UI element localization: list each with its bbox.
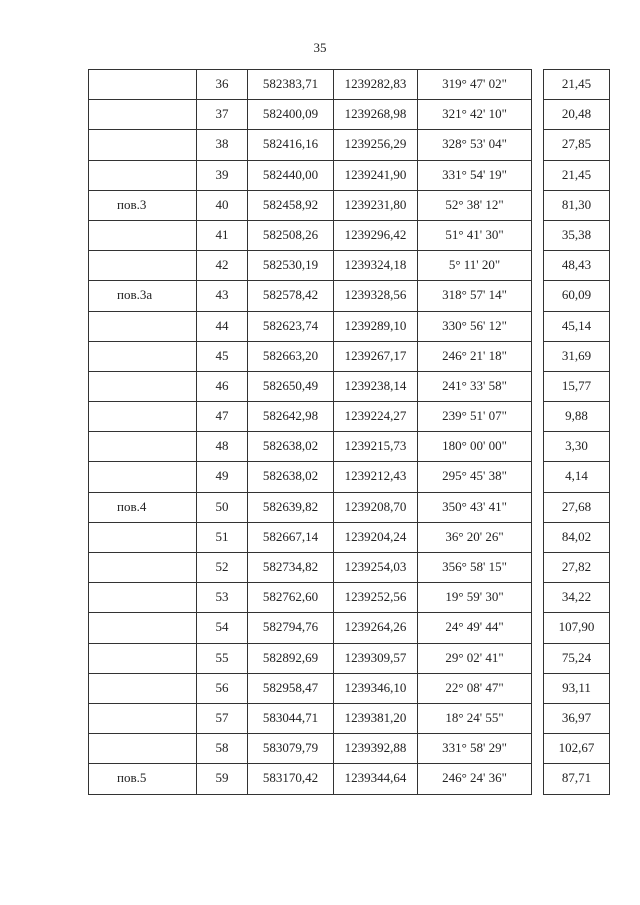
direction-angle-cell: 52° 38' 12" <box>418 190 532 220</box>
spacer-cell <box>532 734 544 764</box>
distance-cell: 21,45 <box>544 160 610 190</box>
distance-cell: 36,97 <box>544 703 610 733</box>
x-coordinate-cell: 582667,14 <box>248 522 334 552</box>
point-number-cell: 36 <box>197 70 248 100</box>
table-row <box>89 70 610 100</box>
y-coordinate-cell: 1239381,20 <box>334 703 418 733</box>
turn-label-cell <box>89 402 197 432</box>
table-row <box>89 251 610 281</box>
y-coordinate-cell: 1239328,56 <box>334 281 418 311</box>
x-coordinate-cell: 582508,26 <box>248 220 334 250</box>
direction-angle-cell: 328° 53' 04" <box>418 130 532 160</box>
direction-angle-cell: 246° 24' 36" <box>418 764 532 794</box>
x-coordinate-cell: 582639,82 <box>248 492 334 522</box>
direction-angle-cell: 319° 47' 02" <box>418 70 532 100</box>
x-coordinate-cell: 582663,20 <box>248 341 334 371</box>
spacer-cell <box>532 220 544 250</box>
spacer-cell <box>532 281 544 311</box>
y-coordinate-cell: 1239208,70 <box>334 492 418 522</box>
x-coordinate-cell: 582458,92 <box>248 190 334 220</box>
y-coordinate-cell: 1239309,57 <box>334 643 418 673</box>
table-row <box>89 100 610 130</box>
turn-label-cell <box>89 160 197 190</box>
direction-angle-cell: 321° 42' 10" <box>418 100 532 130</box>
spacer-cell <box>532 492 544 522</box>
spacer-cell <box>532 251 544 281</box>
y-coordinate-cell: 1239282,83 <box>334 70 418 100</box>
y-coordinate-cell: 1239267,17 <box>334 341 418 371</box>
point-number-cell: 45 <box>197 341 248 371</box>
distance-cell: 4,14 <box>544 462 610 492</box>
distance-cell: 21,45 <box>544 70 610 100</box>
turn-label-cell <box>89 251 197 281</box>
point-number-cell: 54 <box>197 613 248 643</box>
point-number-cell: 57 <box>197 703 248 733</box>
point-number-cell: 43 <box>197 281 248 311</box>
turn-label-cell <box>89 371 197 401</box>
y-coordinate-cell: 1239344,64 <box>334 764 418 794</box>
direction-angle-cell: 331° 58' 29" <box>418 734 532 764</box>
direction-angle-cell: 36° 20' 26" <box>418 522 532 552</box>
direction-angle-cell: 330° 56' 12" <box>418 311 532 341</box>
spacer-cell <box>532 764 544 794</box>
direction-angle-cell: 22° 08' 47" <box>418 673 532 703</box>
distance-cell: 81,30 <box>544 190 610 220</box>
spacer-cell <box>532 703 544 733</box>
point-number-cell: 37 <box>197 100 248 130</box>
y-coordinate-cell: 1239252,56 <box>334 583 418 613</box>
y-coordinate-cell: 1239392,88 <box>334 734 418 764</box>
x-coordinate-cell: 582400,09 <box>248 100 334 130</box>
turn-label-cell <box>89 220 197 250</box>
distance-cell: 27,68 <box>544 492 610 522</box>
distance-cell: 75,24 <box>544 643 610 673</box>
point-number-cell: 52 <box>197 553 248 583</box>
turn-label-cell <box>89 522 197 552</box>
spacer-cell <box>532 673 544 703</box>
spacer-cell <box>532 100 544 130</box>
y-coordinate-cell: 1239212,43 <box>334 462 418 492</box>
page-number: 35 <box>313 40 327 55</box>
x-coordinate-cell: 582642,98 <box>248 402 334 432</box>
turn-label-cell: пов.5 <box>89 764 197 794</box>
distance-cell: 87,71 <box>544 764 610 794</box>
x-coordinate-cell: 582638,02 <box>248 462 334 492</box>
spacer-cell <box>532 583 544 613</box>
x-coordinate-cell: 582623,74 <box>248 311 334 341</box>
table-row <box>89 583 610 613</box>
x-coordinate-cell: 583044,71 <box>248 703 334 733</box>
y-coordinate-cell: 1239231,80 <box>334 190 418 220</box>
x-coordinate-cell: 582578,42 <box>248 281 334 311</box>
point-number-cell: 58 <box>197 734 248 764</box>
turn-label-cell <box>89 432 197 462</box>
spacer-cell <box>532 402 544 432</box>
table-row <box>89 190 610 220</box>
distance-cell: 60,09 <box>544 281 610 311</box>
table-row <box>89 764 610 794</box>
point-number-cell: 51 <box>197 522 248 552</box>
turn-label-cell <box>89 734 197 764</box>
table-row <box>89 522 610 552</box>
spacer-cell <box>532 160 544 190</box>
turn-label-cell <box>89 100 197 130</box>
point-number-cell: 44 <box>197 311 248 341</box>
x-coordinate-cell: 582958,47 <box>248 673 334 703</box>
point-number-cell: 38 <box>197 130 248 160</box>
x-coordinate-cell: 583170,42 <box>248 764 334 794</box>
table-row <box>89 311 610 341</box>
direction-angle-cell: 350° 43' 41" <box>418 492 532 522</box>
turn-label-cell: пов.3 <box>89 190 197 220</box>
distance-cell: 3,30 <box>544 432 610 462</box>
table-row <box>89 734 610 764</box>
y-coordinate-cell: 1239204,24 <box>334 522 418 552</box>
direction-angle-cell: 180° 00' 00" <box>418 432 532 462</box>
point-number-cell: 56 <box>197 673 248 703</box>
point-number-cell: 49 <box>197 462 248 492</box>
x-coordinate-cell: 582530,19 <box>248 251 334 281</box>
spacer-cell <box>532 462 544 492</box>
table-row <box>89 703 610 733</box>
distance-cell: 93,11 <box>544 673 610 703</box>
direction-angle-cell: 19° 59' 30" <box>418 583 532 613</box>
spacer-cell <box>532 341 544 371</box>
turn-label-cell <box>89 703 197 733</box>
spacer-cell <box>532 311 544 341</box>
distance-cell: 9,88 <box>544 402 610 432</box>
direction-angle-cell: 318° 57' 14" <box>418 281 532 311</box>
y-coordinate-cell: 1239238,14 <box>334 371 418 401</box>
x-coordinate-cell: 582416,16 <box>248 130 334 160</box>
y-coordinate-cell: 1239268,98 <box>334 100 418 130</box>
y-coordinate-cell: 1239346,10 <box>334 673 418 703</box>
point-number-cell: 53 <box>197 583 248 613</box>
x-coordinate-cell: 582734,82 <box>248 553 334 583</box>
y-coordinate-cell: 1239296,42 <box>334 220 418 250</box>
y-coordinate-cell: 1239254,03 <box>334 553 418 583</box>
distance-cell: 102,67 <box>544 734 610 764</box>
direction-angle-cell: 18° 24' 55" <box>418 703 532 733</box>
point-number-cell: 46 <box>197 371 248 401</box>
x-coordinate-cell: 582383,71 <box>248 70 334 100</box>
point-number-cell: 48 <box>197 432 248 462</box>
turn-label-cell <box>89 553 197 583</box>
turn-label-cell <box>89 673 197 703</box>
turn-label-cell <box>89 643 197 673</box>
turn-label-cell <box>89 70 197 100</box>
table-row <box>89 160 610 190</box>
spacer-cell <box>532 70 544 100</box>
turn-label-cell <box>89 462 197 492</box>
point-number-cell: 55 <box>197 643 248 673</box>
point-number-cell: 59 <box>197 764 248 794</box>
distance-cell: 45,14 <box>544 311 610 341</box>
distance-cell: 31,69 <box>544 341 610 371</box>
distance-cell: 20,48 <box>544 100 610 130</box>
table-row <box>89 371 610 401</box>
table-row <box>89 553 610 583</box>
distance-cell: 107,90 <box>544 613 610 643</box>
y-coordinate-cell: 1239256,29 <box>334 130 418 160</box>
y-coordinate-cell: 1239289,10 <box>334 311 418 341</box>
spacer-cell <box>532 371 544 401</box>
y-coordinate-cell: 1239224,27 <box>334 402 418 432</box>
point-number-cell: 39 <box>197 160 248 190</box>
spacer-cell <box>532 130 544 160</box>
distance-cell: 27,82 <box>544 553 610 583</box>
y-coordinate-cell: 1239241,90 <box>334 160 418 190</box>
direction-angle-cell: 29° 02' 41" <box>418 643 532 673</box>
turn-label-cell <box>89 613 197 643</box>
direction-angle-cell: 356° 58' 15" <box>418 553 532 583</box>
distance-cell: 27,85 <box>544 130 610 160</box>
table-row <box>89 341 610 371</box>
direction-angle-cell: 24° 49' 44" <box>418 613 532 643</box>
point-number-cell: 40 <box>197 190 248 220</box>
x-coordinate-cell: 582762,60 <box>248 583 334 613</box>
distance-cell: 34,22 <box>544 583 610 613</box>
y-coordinate-cell: 1239324,18 <box>334 251 418 281</box>
table-row <box>89 432 610 462</box>
table-row <box>89 220 610 250</box>
spacer-cell <box>532 553 544 583</box>
distance-cell: 35,38 <box>544 220 610 250</box>
spacer-cell <box>532 432 544 462</box>
x-coordinate-cell: 582638,02 <box>248 432 334 462</box>
spacer-cell <box>532 613 544 643</box>
direction-angle-cell: 239° 51' 07" <box>418 402 532 432</box>
x-coordinate-cell: 582892,69 <box>248 643 334 673</box>
x-coordinate-cell: 582794,76 <box>248 613 334 643</box>
coordinates-table <box>88 69 610 795</box>
turn-label-cell: пов.3а <box>89 281 197 311</box>
point-number-cell: 50 <box>197 492 248 522</box>
table-row <box>89 643 610 673</box>
table-row <box>89 462 610 492</box>
direction-angle-cell: 295° 45' 38" <box>418 462 532 492</box>
turn-label-cell <box>89 311 197 341</box>
turn-label-cell <box>89 341 197 371</box>
x-coordinate-cell: 583079,79 <box>248 734 334 764</box>
distance-cell: 84,02 <box>544 522 610 552</box>
point-number-cell: 42 <box>197 251 248 281</box>
distance-cell: 48,43 <box>544 251 610 281</box>
direction-angle-cell: 246° 21' 18" <box>418 341 532 371</box>
table-row <box>89 402 610 432</box>
y-coordinate-cell: 1239264,26 <box>334 613 418 643</box>
direction-angle-cell: 241° 33' 58" <box>418 371 532 401</box>
spacer-cell <box>532 643 544 673</box>
table-row <box>89 613 610 643</box>
table-row <box>89 130 610 160</box>
y-coordinate-cell: 1239215,73 <box>334 432 418 462</box>
direction-angle-cell: 51° 41' 30" <box>418 220 532 250</box>
turn-label-cell: пов.4 <box>89 492 197 522</box>
distance-cell: 15,77 <box>544 371 610 401</box>
direction-angle-cell: 331° 54' 19" <box>418 160 532 190</box>
spacer-cell <box>532 190 544 220</box>
direction-angle-cell: 5° 11' 20" <box>418 251 532 281</box>
x-coordinate-cell: 582650,49 <box>248 371 334 401</box>
table-row <box>89 281 610 311</box>
turn-label-cell <box>89 130 197 160</box>
x-coordinate-cell: 582440,00 <box>248 160 334 190</box>
table-row <box>89 673 610 703</box>
turn-label-cell <box>89 583 197 613</box>
table-row <box>89 492 610 522</box>
table-body <box>89 70 610 795</box>
spacer-cell <box>532 522 544 552</box>
point-number-cell: 47 <box>197 402 248 432</box>
point-number-cell: 41 <box>197 220 248 250</box>
